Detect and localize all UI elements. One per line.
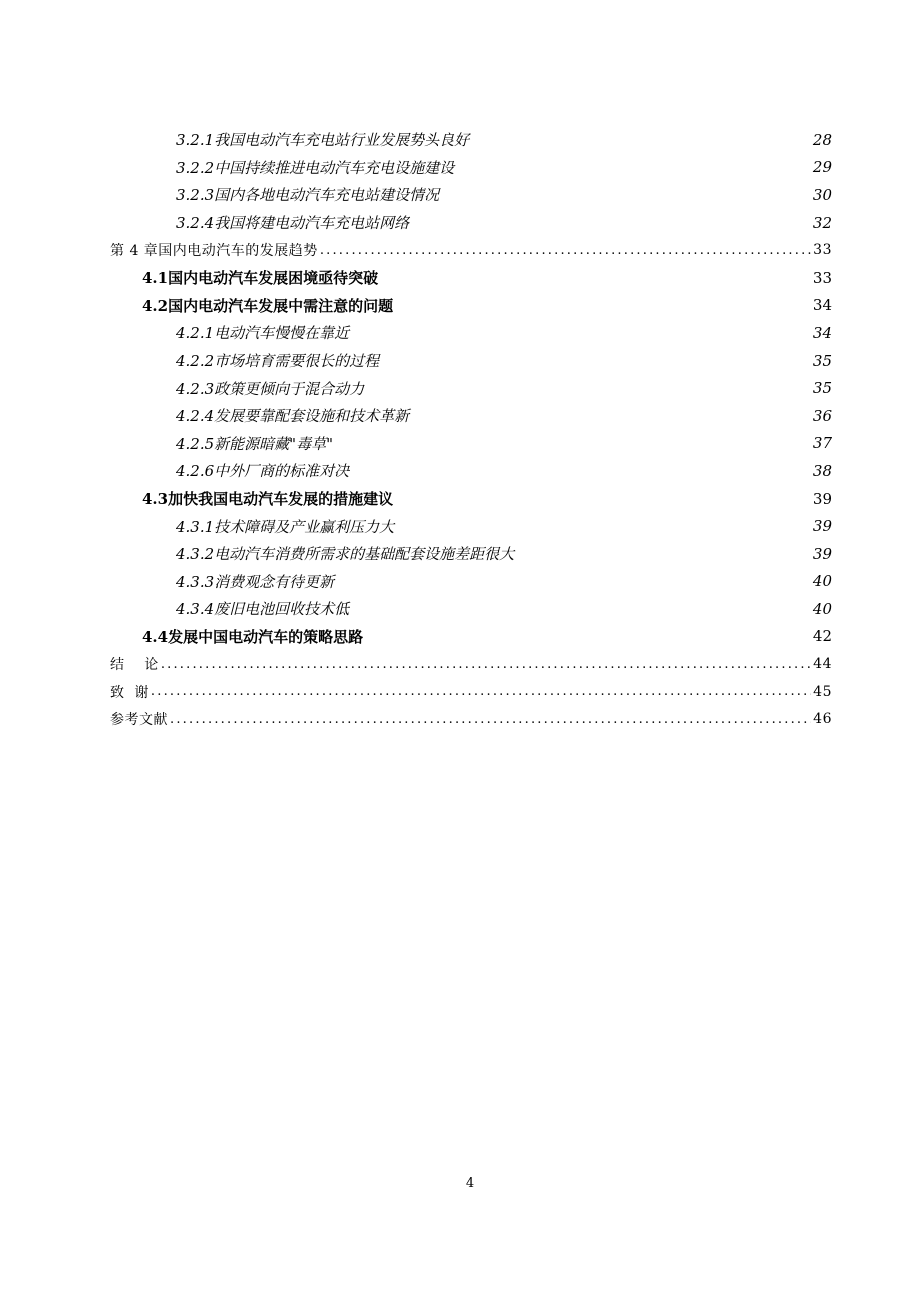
toc-entry (110, 512, 832, 540)
toc-entry-page: 28 (812, 130, 832, 149)
toc-entry (110, 457, 832, 485)
toc-entry (110, 154, 832, 182)
toc-entry-title: 4.1国内电动汽车发展困境亟待突破 (142, 269, 379, 288)
toc-entry-section (110, 292, 832, 320)
toc-entry-page: 29 (812, 158, 832, 177)
toc-entry (110, 209, 832, 237)
toc-entry-chapter (110, 705, 832, 733)
page-number: 4 (465, 1176, 475, 1191)
toc-entry-page: 38 (812, 461, 832, 480)
toc-entry-chapter (110, 678, 832, 706)
toc-entry-chapter (110, 236, 832, 264)
toc-entry-title: 4.4发展中国电动汽车的策略思路 (142, 627, 364, 646)
toc-entry-page: 34 (812, 296, 832, 315)
toc-entry-page: 37 (812, 434, 832, 453)
toc-entry-title: 3.2.2中国持续推进电动汽车充电设施建设 (176, 158, 455, 177)
toc-entry-title: 4.2.4发展要靠配套设施和技术革新 (176, 407, 410, 426)
toc-entry-title: 4.3.1技术障碍及产业赢利压力大 (176, 517, 395, 536)
toc-entry-title: 4.2国内电动汽车发展中需注意的问题 (142, 296, 394, 315)
table-of-contents (110, 126, 832, 733)
toc-entry-page: 35 (812, 351, 832, 370)
toc-entry-page: 40 (812, 572, 832, 591)
toc-entry-title: 第 4 章国内电动汽车的发展趋势 (110, 243, 318, 260)
toc-entry-page: 46 (813, 711, 832, 728)
toc-entry (110, 595, 832, 623)
toc-entry-title: 3.2.4我国将建电动汽车充电站网络 (176, 214, 410, 233)
toc-entry-page: 33 (812, 268, 832, 287)
toc-entry-title: 4.2.6中外厂商的标准对决 (176, 462, 350, 481)
dot-leader (170, 712, 811, 727)
toc-entry-chapter (110, 650, 832, 678)
toc-entry-page: 42 (812, 627, 832, 646)
toc-entry-page: 33 (813, 242, 832, 259)
toc-entry (110, 374, 832, 402)
toc-entry-title: 结 论 (110, 657, 159, 674)
dot-leader (320, 243, 811, 258)
toc-entry-title: 致 谢 (110, 684, 149, 701)
toc-entry (110, 181, 832, 209)
toc-entry-title: 4.3加快我国电动汽车发展的措施建议 (142, 490, 394, 509)
toc-entry-page: 39 (812, 517, 832, 536)
toc-entry-title: 4.2.3政策更倾向于混合动力 (176, 379, 365, 398)
toc-entry-page: 30 (812, 185, 832, 204)
toc-entry-section (110, 264, 832, 292)
toc-entry-title: 4.3.4废旧电池回收技术低 (176, 600, 350, 619)
toc-entry (110, 540, 832, 568)
toc-entry-page: 34 (812, 323, 832, 342)
toc-entry-title: 4.2.2市场培育需要很长的过程 (176, 352, 380, 371)
toc-entry-page: 40 (812, 599, 832, 618)
toc-entry (110, 126, 832, 154)
toc-entry (110, 402, 832, 430)
toc-entry-section (110, 623, 832, 651)
toc-entry-title: 3.2.3国内各地电动汽车充电站建设情况 (176, 186, 440, 205)
dot-leader (161, 657, 811, 672)
toc-entry-title: 4.2.1电动汽车慢慢在靠近 (176, 324, 350, 343)
toc-entry-page: 39 (812, 489, 832, 508)
toc-entry-title: 参考文献 (110, 712, 168, 729)
toc-entry-title: 4.3.2电动汽车消费所需求的基础配套设施差距很大 (176, 545, 515, 564)
toc-entry-title: 4.3.3消费观念有待更新 (176, 572, 335, 591)
dot-leader (151, 684, 811, 699)
toc-entry (110, 430, 832, 458)
toc-entry-page: 44 (813, 656, 832, 673)
toc-entry-page: 35 (812, 379, 832, 398)
toc-entry-page: 36 (812, 406, 832, 425)
toc-entry-page: 32 (812, 213, 832, 232)
toc-entry-page: 45 (813, 683, 832, 700)
toc-entry-page: 39 (812, 544, 832, 563)
toc-entry (110, 319, 832, 347)
toc-entry (110, 568, 832, 596)
toc-entry-title: 4.2.5新能源暗藏"毒草" (176, 434, 333, 453)
toc-entry (110, 347, 832, 375)
toc-entry-title: 3.2.1我国电动汽车充电站行业发展势头良好 (176, 131, 470, 150)
toc-entry-section (110, 485, 832, 513)
